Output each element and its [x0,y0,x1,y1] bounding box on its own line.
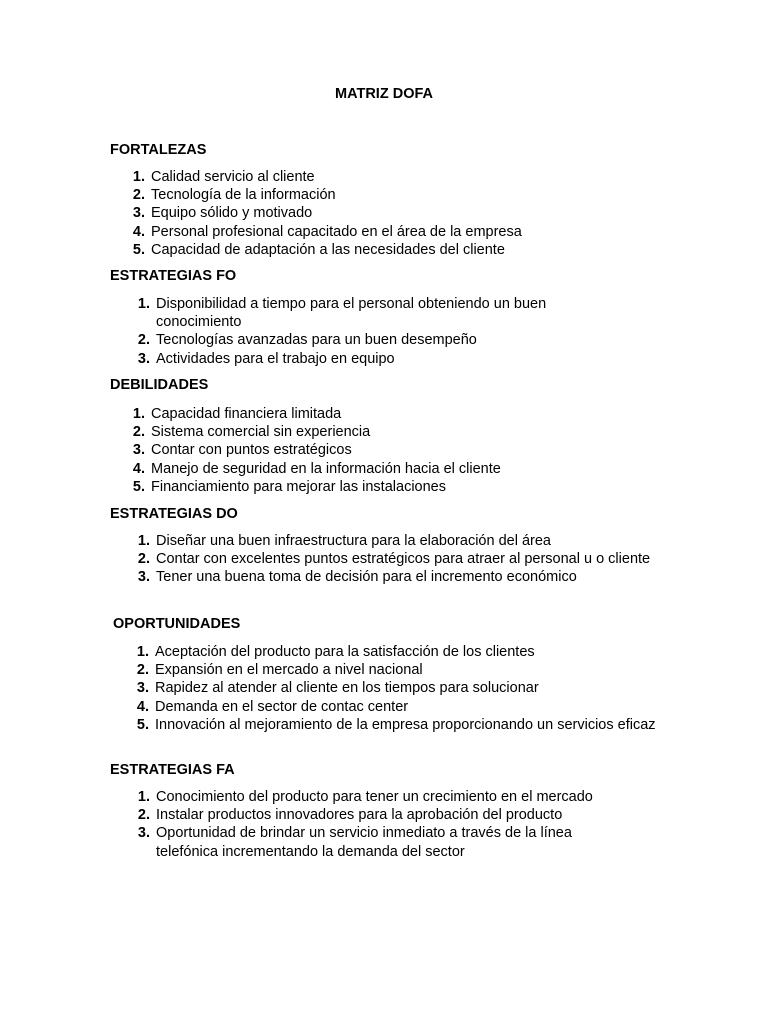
list-item [110,679,675,697]
item-number: 2. [136,662,149,679]
item-number: 1. [137,296,150,312]
item-number: 2. [137,807,150,824]
item-text: Contar con puntos estratégicos [151,442,352,459]
item-number: 5. [132,241,145,258]
list-item [110,698,675,716]
item-text: Diseñar una buen infraestructura para la elaboración del área [156,533,551,549]
item-text: Tecnología de la información [151,187,336,204]
list-item [110,478,671,496]
list-oportunidades [110,643,675,734]
section-heading-estrategias-fa: ESTRATEGIAS FA [110,762,235,778]
item-number: 1. [137,789,150,805]
list-estrategias-fo [110,295,676,368]
item-number: 5. [136,716,149,733]
item-text: Actividades para el trabajo en equipo [156,350,395,367]
item-text: Rapidez al atender al cliente en los tiempos para solucionar [155,680,539,697]
list-item [110,806,676,824]
section-heading-oportunidades: OPORTUNIDADES [113,616,241,632]
list-estrategias-do [110,532,676,587]
item-text: Aceptación del producto para la satisfacción de los clientes [155,644,535,660]
list-fortalezas [110,168,671,259]
list-item [110,716,675,734]
item-text: Expansión en el mercado a nivel nacional [155,662,423,679]
item-text: Sistema comercial sin experiencia [151,424,371,441]
item-text: Personal profesional capacitado en el área de la empresa [151,223,522,240]
list-item [110,331,676,349]
item-text: Tecnologías avanzadas para un buen desempeño [156,332,477,349]
item-text: Contar con excelentes puntos estratégicos para atraer al personal u o cliente [156,551,651,568]
list-item [110,661,675,679]
list-item [110,241,671,259]
item-text: Conocimiento del producto para tener un crecimiento en el mercado [156,789,593,805]
item-number: 1. [137,533,150,549]
list-item [110,788,676,806]
item-text: Equipo sólido y motivado [151,205,313,222]
item-number: 5. [132,478,145,495]
list-estrategias-fa [110,788,676,861]
item-number: 2. [137,332,150,349]
list-debilidades [110,405,671,496]
item-text: Tener una buena toma de decisión para el incremento económico [156,569,577,586]
item-number: 3. [137,569,150,586]
list-item [110,643,675,661]
list-item [110,295,596,331]
item-text: Capacidad financiera limitada [151,406,342,422]
list-item [110,350,676,368]
list-item [110,460,671,478]
item-number: 4. [136,698,149,715]
list-item [110,204,671,222]
item-text: Innovación al mejoramiento de la empresa proporcionando un servicios eficaz [155,716,656,733]
list-item [110,550,676,568]
item-number: 1. [132,169,145,185]
list-item [110,532,676,550]
item-number: 3. [132,205,145,222]
item-number: 1. [136,644,149,660]
item-number: 3. [136,680,149,697]
item-text: Instalar productos innovadores para la aprobación del producto [156,807,563,824]
item-number: 4. [132,223,145,240]
list-item [110,441,671,459]
list-item [110,423,671,441]
item-number: 1. [132,406,145,422]
item-text: Demanda en el sector de contac center [155,698,409,715]
item-text: Capacidad de adaptación a las necesidades del cliente [151,241,505,258]
list-item [110,186,671,204]
item-number: 4. [132,460,145,477]
item-text: Disponibilidad a tiempo para el personal obteniendo un buen conocimiento [156,296,547,331]
item-number: 2. [137,551,150,568]
item-number: 3. [137,350,150,367]
section-heading-estrategias-do: ESTRATEGIAS DO [110,506,238,522]
section-heading-debilidades: DEBILIDADES [110,377,209,393]
list-item [110,568,676,586]
section-heading-fortalezas: FORTALEZAS [110,142,207,158]
item-text: Financiamiento para mejorar las instalaciones [151,478,446,495]
item-number: 3. [137,825,150,842]
document-title: MATRIZ DOFA [335,86,433,102]
item-text: Manejo de seguridad en la información hacia el cliente [151,460,501,477]
item-text: Calidad servicio al cliente [151,169,315,185]
item-number: 3. [132,442,145,459]
item-text: Oportunidad de brindar un servicio inmediato a través de la línea telefónica incrementando la demanda del sector [156,825,572,860]
list-item [110,168,671,186]
list-item [110,405,671,423]
list-item [110,824,626,860]
item-number: 2. [132,424,145,441]
item-number: 2. [132,187,145,204]
section-heading-estrategias-fo: ESTRATEGIAS FO [110,268,237,284]
list-item [110,223,671,241]
